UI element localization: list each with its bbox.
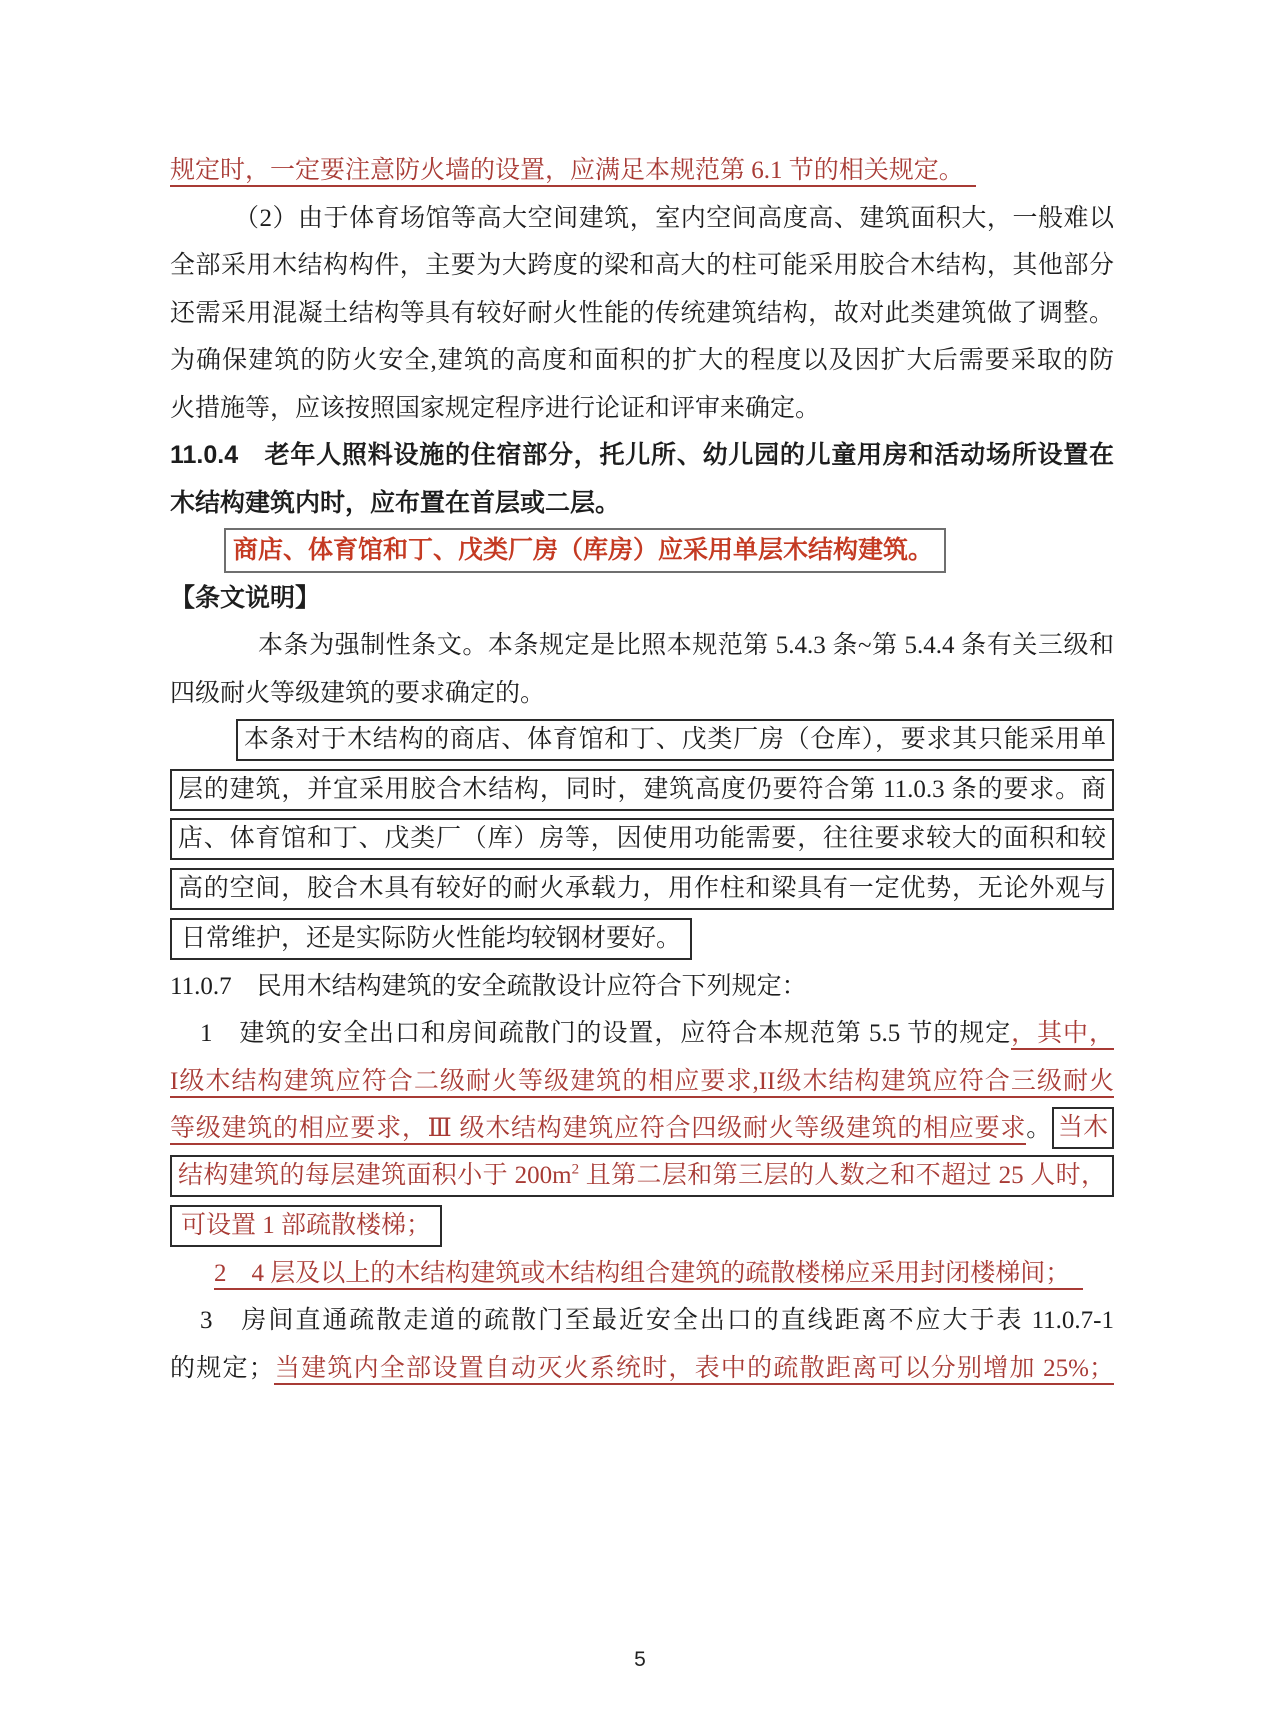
item-3-line-1: 3 房间直通疏散走道的疏散门至最近安全出口的直线距离不应大于表 11.0.7-1 [200, 1307, 1114, 1334]
page-number: 5 [634, 1648, 646, 1671]
boxed-red-text: 可设置 1 部疏散楼梯； [170, 1205, 442, 1247]
boxed-note-line-5 [170, 915, 1114, 963]
item-1-line-5 [170, 1202, 1114, 1250]
boxed-note-text: 日常维护，还是实际防火性能均较钢材要好。 [170, 918, 692, 960]
explain-line-1: 本条为强制性条文。本条规定是比照本规范第 5.4.3 条~第 5.4.4 条有关三级和 [258, 632, 1114, 659]
boxed-note-line-4 [170, 868, 1114, 916]
red-underlined-text: ，其中， [1011, 1020, 1114, 1050]
carryover-line [170, 147, 1114, 195]
clause-11-0-4-line-1: 11.0.4 老年人照料设施的住宿部分，托儿所、幼儿园的儿童用房和活动场所设置在 [170, 441, 1114, 469]
boxed-note-text: 店、体育馆和丁、戊类厂（库）房等，因使用功能需要，往往要求较大的面积和较 [170, 818, 1114, 860]
boxed-red-text: 当木 [1052, 1107, 1114, 1149]
item-1-line-3: 等级建筑的相应要求，Ⅲ 级木结构建筑应符合四级耐火等级建筑的相应要求。 当木 [170, 1105, 1114, 1153]
document-body [170, 147, 1114, 1392]
para2-line-4: 为确保建筑的防火安全,建筑的高度和面积的扩大的程度以及因扩大后需要采取的防 [170, 347, 1114, 374]
para2-line-1: （2）由于体育场馆等高大空间建筑，室内空间高度高、建筑面积大，一般难以 [234, 204, 1114, 232]
boxed-red-text: 结构建筑的每层建筑面积小于 $200m^2$ 且第二层和第三层的人数之和不超过 25 人时， [170, 1155, 1114, 1197]
item-1-line-4 [170, 1155, 1114, 1203]
item-3-line-2: 的规定；当建筑内全部设置自动灭火系统时，表中的疏散距离可以分别增加 25%； [170, 1345, 1114, 1393]
explain-label: 【条文说明】 [170, 583, 321, 612]
para2-line-5: 火措施等，应该按照国家规定程序进行论证和评审来确定。 [170, 394, 821, 422]
item-1-line-1: 1 建筑的安全出口和房间疏散门的设置，应符合本规范第 5.5 节的规定，其中， [170, 1010, 1114, 1058]
boxed-note-line-1 [170, 719, 1114, 767]
red-underlined-text: 等级建筑的相应要求，Ⅲ 级木结构建筑应符合四级耐火等级建筑的相应要求 [170, 1115, 1026, 1145]
para2-line-2: 全部采用木结构构件，主要为大跨度的梁和高大的柱可能采用胶合木结构，其他部分 [170, 252, 1114, 279]
boxed-note-text: 层的建筑，并宜采用胶合木结构，同时，建筑高度仍要符合第 11.0.3 条的要求。商 [170, 769, 1114, 811]
superscript: 2 [571, 1161, 580, 1178]
item-1-line-2 [170, 1058, 1114, 1106]
boxed-note-text: 本条对于木结构的商店、体育馆和丁、戊类厂房（仓库），要求其只能采用单 [236, 719, 1114, 761]
red-underlined-text: 2 4 层及以上的木结构建筑或木结构组合建筑的疏散楼梯应采用封闭楼梯间； [214, 1260, 1083, 1290]
clause-11-0-7-heading: 11.0.7 民用木结构建筑的安全疏散设计应符合下列规定： [170, 972, 807, 1000]
item-2-line [170, 1250, 1114, 1298]
boxed-note-line-3 [170, 818, 1114, 866]
boxed-rule-line [170, 527, 1114, 575]
boxed-rule-text: 商店、体育馆和丁、戊类厂房（库房）应采用单层木结构建筑。 [224, 528, 946, 573]
clause-11-0-4-line-2: 木结构建筑内时，应布置在首层或二层。 [170, 488, 621, 517]
red-underlined-text: 规定时，一定要注意防火墙的设置，应满足本规范第 6.1 节的相关规定。 [170, 157, 976, 187]
boxed-note-line-2 [170, 769, 1114, 817]
red-underlined-text: 当建筑内全部设置自动灭火系统时，表中的疏散距离可以分别增加 25%； [274, 1355, 1114, 1385]
boxed-note-text: 高的空间，胶合木具有较好的耐火承载力，用作柱和梁具有一定优势，无论外观与 [170, 868, 1114, 910]
red-underlined-text: I级木结构建筑应符合二级耐火等级建筑的相应要求,II级木结构建筑应符合三级耐火 [170, 1068, 1114, 1098]
explain-line-2: 四级耐火等级建筑的要求确定的。 [170, 679, 546, 707]
para2-line-3: 还需采用混凝土结构等具有较好耐火性能的传统建筑结构，故对此类建筑做了调整。 [170, 299, 1114, 327]
